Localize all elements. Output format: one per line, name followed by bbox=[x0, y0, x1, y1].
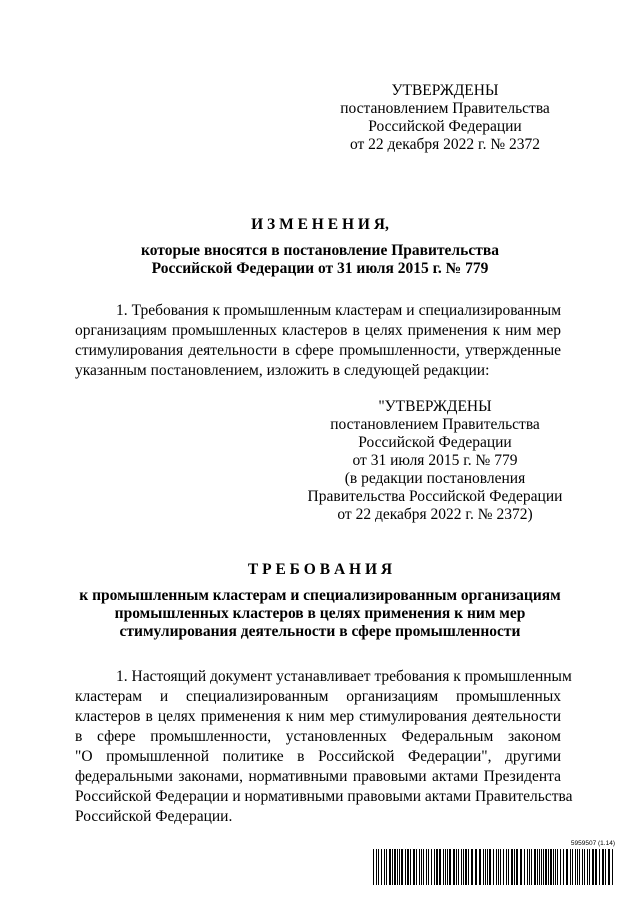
changes-subtitle: которые вносятся в постановление Правительства bbox=[141, 242, 499, 259]
approval-line: постановлением Правительства bbox=[340, 100, 550, 117]
paragraph-line: указанным постановлением, изложить в следующей редакции: bbox=[75, 362, 490, 379]
paragraph-line: 1. Настоящий документ устанавливает требования к промышленным bbox=[116, 668, 572, 685]
paragraph-line: Российской Федерации. bbox=[75, 808, 233, 825]
inner-approval-line: (в редакции постановления bbox=[344, 470, 526, 487]
inner-approval-title: "УТВЕРЖДЕНЫ bbox=[378, 398, 492, 415]
inner-approval-line: Российской Федерации bbox=[358, 434, 512, 451]
inner-approval-line: постановлением Правительства bbox=[330, 416, 540, 433]
paragraph-line: 1. Требования к промышленным кластерам и специализированным bbox=[116, 302, 561, 319]
barcode-block bbox=[373, 840, 615, 890]
paragraph-line: кластеров в целях применения к ним мер стимулирования деятельности bbox=[75, 708, 561, 725]
inner-approval-line: от 22 декабря 2022 г. № 2372) bbox=[337, 506, 533, 523]
approval-line: Российской Федерации bbox=[368, 118, 522, 135]
requirements-heading: Т Р Е Б О В А Н И Я bbox=[247, 561, 393, 578]
requirements-subtitle: промышленных кластеров в целях применения к ним мер bbox=[114, 605, 526, 622]
paragraph-line: Российской Федерации и нормативными правовыми актами Правительства bbox=[75, 788, 573, 805]
approval-line: от 22 декабря 2022 г. № 2372 bbox=[349, 136, 541, 153]
paragraph-line: кластерам и специализированным организациям промышленных bbox=[75, 688, 561, 705]
paragraph-line: федеральными законами, нормативными правовыми актами Президента bbox=[75, 768, 561, 785]
changes-heading: И З М Е Н Е Н И Я, bbox=[251, 216, 389, 233]
paragraph-line: стимулирования деятельности в сфере промышленности, утвержденные bbox=[75, 342, 561, 359]
paragraph-line: организациям промышленных кластеров в целях применения к ним мер bbox=[75, 322, 561, 339]
paragraph-line: в сфере промышленности, установленных Федеральным законом bbox=[75, 728, 561, 745]
approval-title: УТВЕРЖДЕНЫ bbox=[391, 82, 499, 99]
paragraph-line: "О промышленной политике в Российской Федерации", другими bbox=[75, 748, 561, 765]
barcode-number: 5959507 (1.14) bbox=[570, 840, 615, 847]
requirements-subtitle: к промышленным кластерам и специализированным организациям bbox=[79, 587, 561, 604]
inner-approval-line: Правительства Российской Федерации bbox=[307, 488, 563, 505]
inner-approval-line: от 31 июля 2015 г. № 779 bbox=[352, 452, 518, 469]
changes-subtitle: Российской Федерации от 31 июля 2015 г. № 779 bbox=[151, 260, 489, 277]
requirements-subtitle: стимулирования деятельности в сфере промышленности bbox=[119, 623, 521, 640]
barcode-graphic bbox=[373, 849, 615, 885]
